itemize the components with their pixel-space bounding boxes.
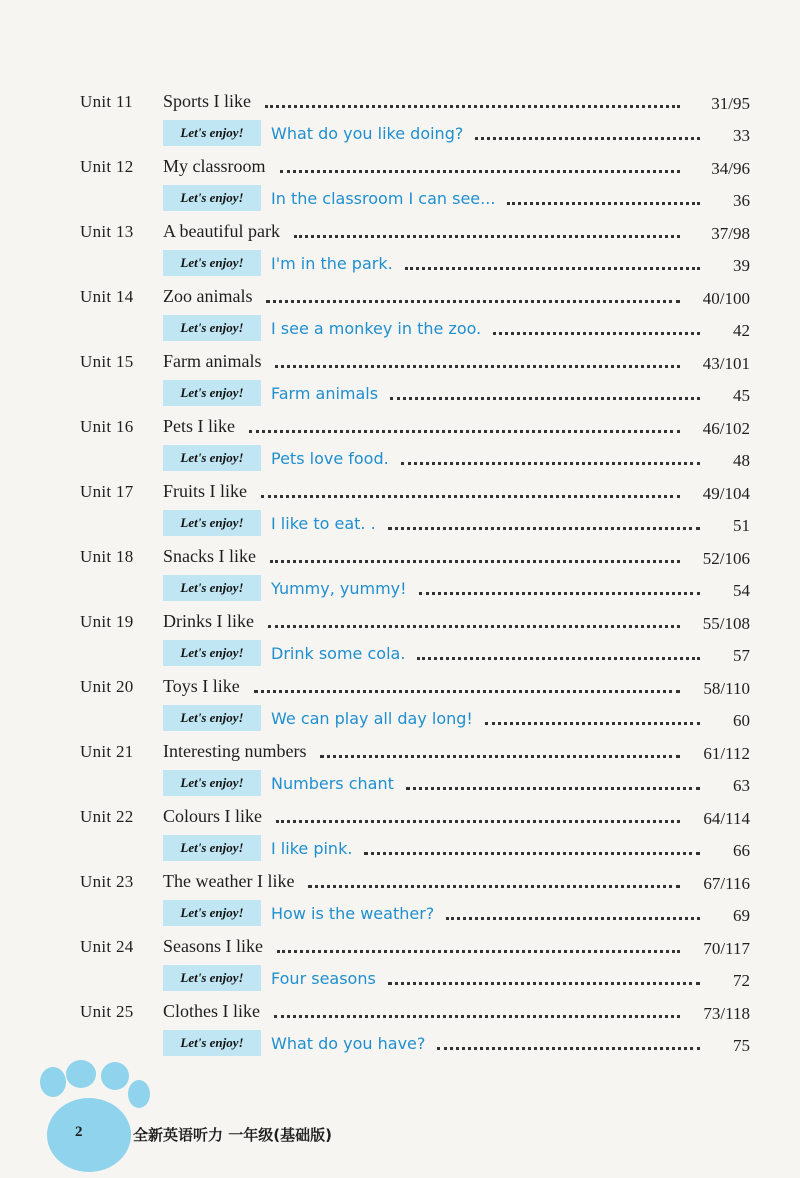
toc-enjoy-row[interactable] xyxy=(0,701,800,733)
unit-number: Unit 22 xyxy=(80,807,134,826)
unit-number: Unit 12 xyxy=(80,157,134,176)
unit-page-number: 61/112 xyxy=(703,744,750,763)
unit-page-number: 49/104 xyxy=(702,484,750,503)
unit-number: Unit 11 xyxy=(80,92,133,111)
dot-leader xyxy=(388,982,700,985)
toc-unit-entry xyxy=(0,539,800,604)
unit-page-number: 31/95 xyxy=(711,94,750,113)
lets-enjoy-badge: Let's enjoy! xyxy=(163,445,261,471)
unit-page-number: 55/108 xyxy=(702,614,750,633)
dot-leader xyxy=(280,170,681,173)
unit-number: Unit 23 xyxy=(80,872,134,891)
lets-enjoy-badge: Let's enjoy! xyxy=(163,510,261,536)
unit-number: Unit 24 xyxy=(80,937,134,956)
lets-enjoy-badge: Let's enjoy! xyxy=(163,185,261,211)
toc-enjoy-row[interactable] xyxy=(0,311,800,343)
unit-page-number: 37/98 xyxy=(711,224,750,243)
lets-enjoy-badge: Let's enjoy! xyxy=(163,900,261,926)
dot-leader xyxy=(254,690,680,693)
toc-unit-entry xyxy=(0,84,800,149)
footer-page-number: 2 xyxy=(75,1124,83,1140)
toc-unit-row[interactable] xyxy=(0,474,800,506)
unit-title: Drinks I like xyxy=(163,611,254,631)
lets-enjoy-badge: Let's enjoy! xyxy=(163,575,261,601)
unit-number: Unit 15 xyxy=(80,352,134,371)
unit-page-number: 64/114 xyxy=(703,809,750,828)
enjoy-title: I like pink. xyxy=(271,839,353,858)
toc-unit-row[interactable] xyxy=(0,149,800,181)
enjoy-title: What do you like doing? xyxy=(271,124,464,143)
dot-leader xyxy=(417,657,700,660)
enjoy-title: We can play all day long! xyxy=(271,709,473,728)
enjoy-title: Yummy, yummy! xyxy=(271,579,407,598)
toc-enjoy-row[interactable] xyxy=(0,766,800,798)
dot-leader xyxy=(446,917,700,920)
toc-unit-entry xyxy=(0,669,800,734)
unit-number: Unit 20 xyxy=(80,677,134,696)
lets-enjoy-badge: Let's enjoy! xyxy=(163,120,261,146)
toc-enjoy-row[interactable] xyxy=(0,636,800,668)
dot-leader xyxy=(270,560,680,563)
enjoy-title: I see a monkey in the zoo. xyxy=(271,319,482,338)
enjoy-title: Drink some cola. xyxy=(271,644,406,663)
toc-unit-row[interactable] xyxy=(0,669,800,701)
toc-enjoy-row[interactable] xyxy=(0,116,800,148)
toc-enjoy-row[interactable] xyxy=(0,961,800,993)
toc-unit-row[interactable] xyxy=(0,604,800,636)
lets-enjoy-badge: Let's enjoy! xyxy=(163,315,261,341)
toc-unit-entry xyxy=(0,344,800,409)
lets-enjoy-badge: Let's enjoy! xyxy=(163,705,261,731)
dot-leader xyxy=(507,202,700,205)
enjoy-title: What do you have? xyxy=(271,1034,426,1053)
toc-unit-entry xyxy=(0,799,800,864)
enjoy-page-number: 42 xyxy=(733,321,750,340)
unit-number: Unit 14 xyxy=(80,287,134,306)
dot-leader xyxy=(493,332,700,335)
unit-number: Unit 16 xyxy=(80,417,134,436)
unit-title: Farm animals xyxy=(163,351,262,371)
dot-leader xyxy=(406,787,700,790)
dot-leader xyxy=(401,462,700,465)
toc-unit-row[interactable] xyxy=(0,279,800,311)
dot-leader xyxy=(364,852,700,855)
unit-page-number: 46/102 xyxy=(702,419,750,438)
toc-enjoy-row[interactable] xyxy=(0,376,800,408)
lets-enjoy-badge: Let's enjoy! xyxy=(163,965,261,991)
dot-leader xyxy=(268,625,680,628)
toc-enjoy-row[interactable] xyxy=(0,506,800,538)
unit-page-number: 40/100 xyxy=(702,289,750,308)
enjoy-page-number: 33 xyxy=(733,126,750,145)
unit-title: Zoo animals xyxy=(163,286,253,306)
dot-leader xyxy=(308,885,680,888)
table-of-contents xyxy=(0,84,800,1059)
enjoy-page-number: 66 xyxy=(733,841,750,860)
lets-enjoy-badge: Let's enjoy! xyxy=(163,380,261,406)
unit-title: Toys I like xyxy=(163,676,240,696)
enjoy-page-number: 36 xyxy=(733,191,750,210)
unit-title: Clothes I like xyxy=(163,1001,260,1021)
enjoy-page-number: 69 xyxy=(733,906,750,925)
toc-unit-entry xyxy=(0,149,800,214)
enjoy-page-number: 57 xyxy=(733,646,750,665)
enjoy-title: Four seasons xyxy=(271,969,376,988)
unit-number: Unit 17 xyxy=(80,482,134,501)
dot-leader xyxy=(320,755,680,758)
toc-unit-entry xyxy=(0,409,800,474)
unit-number: Unit 18 xyxy=(80,547,134,566)
toc-unit-row[interactable] xyxy=(0,864,800,896)
dot-leader xyxy=(265,105,680,108)
toc-unit-entry xyxy=(0,864,800,929)
toc-unit-entry xyxy=(0,279,800,344)
toc-unit-row[interactable] xyxy=(0,539,800,571)
toc-unit-entry xyxy=(0,734,800,799)
enjoy-title: In the classroom I can see... xyxy=(271,189,496,208)
dot-leader xyxy=(405,267,700,270)
dot-leader xyxy=(475,137,700,140)
unit-number: Unit 21 xyxy=(80,742,134,761)
toc-unit-row[interactable] xyxy=(0,409,800,441)
enjoy-page-number: 63 xyxy=(733,776,750,795)
unit-number: Unit 19 xyxy=(80,612,134,631)
lets-enjoy-badge: Let's enjoy! xyxy=(163,1030,261,1056)
unit-title: Sports I like xyxy=(163,91,251,111)
unit-page-number: 70/117 xyxy=(703,939,750,958)
enjoy-page-number: 54 xyxy=(733,581,750,600)
unit-title: The weather I like xyxy=(163,871,295,891)
unit-page-number: 52/106 xyxy=(702,549,750,568)
toc-unit-row[interactable] xyxy=(0,799,800,831)
unit-title: Pets I like xyxy=(163,416,235,436)
toc-enjoy-row[interactable] xyxy=(0,896,800,928)
paw-print-icon xyxy=(47,1098,131,1172)
enjoy-page-number: 39 xyxy=(733,256,750,275)
toc-unit-row[interactable] xyxy=(0,84,800,116)
dot-leader xyxy=(294,235,680,238)
toc-unit-entry xyxy=(0,994,800,1059)
toc-enjoy-row[interactable] xyxy=(0,246,800,278)
enjoy-title: Numbers chant xyxy=(271,774,394,793)
unit-title: Interesting numbers xyxy=(163,741,307,761)
unit-title: My classroom xyxy=(163,156,266,176)
unit-number: Unit 13 xyxy=(80,222,134,241)
dot-leader xyxy=(261,495,680,498)
unit-title: Colours I like xyxy=(163,806,262,826)
toc-unit-entry xyxy=(0,214,800,279)
lets-enjoy-badge: Let's enjoy! xyxy=(163,835,261,861)
enjoy-page-number: 60 xyxy=(733,711,750,730)
paw-toe xyxy=(40,1067,66,1097)
enjoy-title: Farm animals xyxy=(271,384,379,403)
dot-leader xyxy=(266,300,680,303)
paw-toe xyxy=(101,1062,129,1090)
dot-leader xyxy=(249,430,680,433)
enjoy-page-number: 51 xyxy=(733,516,750,535)
unit-page-number: 43/101 xyxy=(702,354,750,373)
unit-number: Unit 25 xyxy=(80,1002,134,1021)
enjoy-page-number: 48 xyxy=(733,451,750,470)
unit-title: A beautiful park xyxy=(163,221,280,241)
dot-leader xyxy=(275,365,680,368)
toc-unit-row[interactable] xyxy=(0,214,800,246)
lets-enjoy-badge: Let's enjoy! xyxy=(163,770,261,796)
enjoy-title: How is the weather? xyxy=(271,904,435,923)
unit-title: Seasons I like xyxy=(163,936,263,956)
lets-enjoy-badge: Let's enjoy! xyxy=(163,250,261,276)
dot-leader xyxy=(437,1047,700,1050)
unit-page-number: 34/96 xyxy=(711,159,750,178)
toc-unit-row[interactable] xyxy=(0,734,800,766)
unit-page-number: 67/116 xyxy=(703,874,750,893)
paw-toe xyxy=(66,1060,96,1088)
dot-leader xyxy=(277,950,680,953)
enjoy-page-number: 45 xyxy=(733,386,750,405)
toc-enjoy-row[interactable] xyxy=(0,831,800,863)
enjoy-title: Pets love food. xyxy=(271,449,389,468)
dot-leader xyxy=(274,1015,680,1018)
enjoy-title: I'm in the park. xyxy=(271,254,393,273)
unit-title: Snacks I like xyxy=(163,546,256,566)
unit-title: Fruits I like xyxy=(163,481,247,501)
toc-enjoy-row[interactable] xyxy=(0,571,800,603)
toc-enjoy-row[interactable] xyxy=(0,181,800,213)
dot-leader xyxy=(390,397,700,400)
dot-leader xyxy=(485,722,700,725)
dot-leader xyxy=(276,820,680,823)
enjoy-page-number: 75 xyxy=(733,1036,750,1055)
paw-toe xyxy=(128,1080,150,1108)
dot-leader xyxy=(388,527,700,530)
toc-enjoy-row[interactable] xyxy=(0,441,800,473)
toc-unit-entry xyxy=(0,604,800,669)
toc-unit-row[interactable] xyxy=(0,344,800,376)
enjoy-title: I like to eat. . xyxy=(271,514,376,533)
footer-book-title: 全新英语听力 一年级(基础版) xyxy=(133,1126,332,1144)
toc-unit-row[interactable] xyxy=(0,929,800,961)
lets-enjoy-badge: Let's enjoy! xyxy=(163,640,261,666)
toc-unit-row[interactable] xyxy=(0,994,800,1026)
toc-unit-entry xyxy=(0,474,800,539)
unit-page-number: 73/118 xyxy=(703,1004,750,1023)
dot-leader xyxy=(419,592,700,595)
toc-enjoy-row[interactable] xyxy=(0,1026,800,1058)
unit-page-number: 58/110 xyxy=(703,679,750,698)
toc-unit-entry xyxy=(0,929,800,994)
enjoy-page-number: 72 xyxy=(733,971,750,990)
